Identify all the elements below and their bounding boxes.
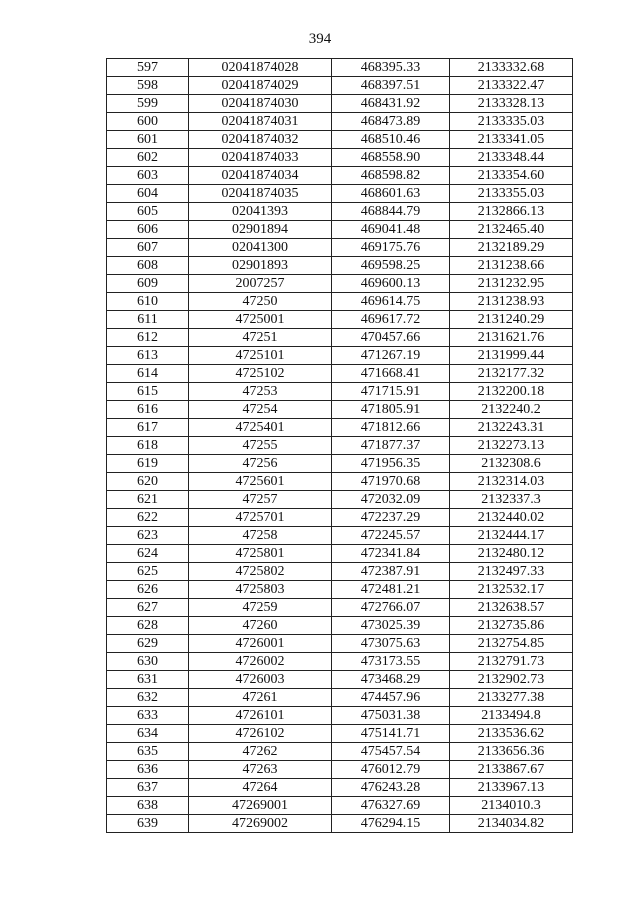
y-coordinate-cell: 2133494.8 xyxy=(450,707,573,725)
table-row xyxy=(107,59,573,77)
y-coordinate-cell: 2132200.18 xyxy=(450,383,573,401)
x-coordinate-cell: 468558.90 xyxy=(332,149,450,167)
x-coordinate-cell: 472766.07 xyxy=(332,599,450,617)
x-coordinate-cell: 474457.96 xyxy=(332,689,450,707)
table-row xyxy=(107,707,573,725)
x-coordinate-cell: 472481.21 xyxy=(332,581,450,599)
table-row xyxy=(107,347,573,365)
row-number-cell: 636 xyxy=(107,761,189,779)
table-row xyxy=(107,491,573,509)
point-code-cell: 47251 xyxy=(189,329,332,347)
row-number-cell: 601 xyxy=(107,131,189,149)
y-coordinate-cell: 2133536.62 xyxy=(450,725,573,743)
point-code-cell: 02041300 xyxy=(189,239,332,257)
x-coordinate-cell: 469617.72 xyxy=(332,311,450,329)
row-number-cell: 623 xyxy=(107,527,189,545)
table-row xyxy=(107,203,573,221)
x-coordinate-cell: 468397.51 xyxy=(332,77,450,95)
point-code-cell: 4726002 xyxy=(189,653,332,671)
page-number: 394 xyxy=(308,31,332,47)
x-coordinate-cell: 471267.19 xyxy=(332,347,450,365)
y-coordinate-cell: 2132480.12 xyxy=(450,545,573,563)
table-row xyxy=(107,545,573,563)
point-code-cell: 4725803 xyxy=(189,581,332,599)
table-row xyxy=(107,743,573,761)
row-number-cell: 633 xyxy=(107,707,189,725)
x-coordinate-cell: 471812.66 xyxy=(332,419,450,437)
point-code-cell: 4725102 xyxy=(189,365,332,383)
row-number-cell: 605 xyxy=(107,203,189,221)
y-coordinate-cell: 2133332.68 xyxy=(450,59,573,77)
x-coordinate-cell: 476243.28 xyxy=(332,779,450,797)
x-coordinate-cell: 469600.13 xyxy=(332,275,450,293)
table-row xyxy=(107,275,573,293)
table-row xyxy=(107,599,573,617)
table-row xyxy=(107,365,573,383)
y-coordinate-cell: 2133335.03 xyxy=(450,113,573,131)
y-coordinate-cell: 2134010.3 xyxy=(450,797,573,815)
y-coordinate-cell: 2132308.6 xyxy=(450,455,573,473)
table-row xyxy=(107,257,573,275)
row-number-cell: 608 xyxy=(107,257,189,275)
x-coordinate-cell: 472245.57 xyxy=(332,527,450,545)
table-row xyxy=(107,95,573,113)
table-row xyxy=(107,311,573,329)
row-number-cell: 639 xyxy=(107,815,189,833)
y-coordinate-cell: 2131238.66 xyxy=(450,257,573,275)
point-code-cell: 2007257 xyxy=(189,275,332,293)
y-coordinate-cell: 2133867.67 xyxy=(450,761,573,779)
row-number-cell: 637 xyxy=(107,779,189,797)
x-coordinate-cell: 472032.09 xyxy=(332,491,450,509)
point-code-cell: 02041874032 xyxy=(189,131,332,149)
point-code-cell: 47255 xyxy=(189,437,332,455)
row-number-cell: 607 xyxy=(107,239,189,257)
y-coordinate-cell: 2132240.2 xyxy=(450,401,573,419)
point-code-cell: 47262 xyxy=(189,743,332,761)
y-coordinate-cell: 2133355.03 xyxy=(450,185,573,203)
x-coordinate-cell: 475457.54 xyxy=(332,743,450,761)
y-coordinate-cell: 2132243.31 xyxy=(450,419,573,437)
table-row xyxy=(107,761,573,779)
table-row xyxy=(107,617,573,635)
y-coordinate-cell: 2132314.03 xyxy=(450,473,573,491)
x-coordinate-cell: 472237.29 xyxy=(332,509,450,527)
x-coordinate-cell: 472341.84 xyxy=(332,545,450,563)
table-row xyxy=(107,419,573,437)
point-code-cell: 02041393 xyxy=(189,203,332,221)
point-code-cell: 02041874033 xyxy=(189,149,332,167)
table-row xyxy=(107,77,573,95)
x-coordinate-cell: 468844.79 xyxy=(332,203,450,221)
row-number-cell: 627 xyxy=(107,599,189,617)
table-row xyxy=(107,581,573,599)
table-row xyxy=(107,725,573,743)
row-number-cell: 638 xyxy=(107,797,189,815)
row-number-cell: 617 xyxy=(107,419,189,437)
x-coordinate-cell: 471956.35 xyxy=(332,455,450,473)
row-number-cell: 613 xyxy=(107,347,189,365)
table-row xyxy=(107,293,573,311)
point-code-cell: 47254 xyxy=(189,401,332,419)
point-code-cell: 4725601 xyxy=(189,473,332,491)
point-code-cell: 4726001 xyxy=(189,635,332,653)
x-coordinate-cell: 471715.91 xyxy=(332,383,450,401)
table-row xyxy=(107,329,573,347)
row-number-cell: 598 xyxy=(107,77,189,95)
row-number-cell: 631 xyxy=(107,671,189,689)
point-code-cell: 4726101 xyxy=(189,707,332,725)
y-coordinate-cell: 2132337.3 xyxy=(450,491,573,509)
table-row xyxy=(107,509,573,527)
table-row xyxy=(107,815,573,833)
row-number-cell: 600 xyxy=(107,113,189,131)
y-coordinate-cell: 2132902.73 xyxy=(450,671,573,689)
x-coordinate-cell: 473025.39 xyxy=(332,617,450,635)
point-code-cell: 02901893 xyxy=(189,257,332,275)
x-coordinate-cell: 476327.69 xyxy=(332,797,450,815)
point-code-cell: 4725401 xyxy=(189,419,332,437)
x-coordinate-cell: 469614.75 xyxy=(332,293,450,311)
y-coordinate-cell: 2132465.40 xyxy=(450,221,573,239)
x-coordinate-cell: 468473.89 xyxy=(332,113,450,131)
point-code-cell: 47260 xyxy=(189,617,332,635)
y-coordinate-cell: 2133967.13 xyxy=(450,779,573,797)
y-coordinate-cell: 2132791.73 xyxy=(450,653,573,671)
x-coordinate-cell: 468431.92 xyxy=(332,95,450,113)
row-number-cell: 621 xyxy=(107,491,189,509)
table-row xyxy=(107,113,573,131)
point-code-cell: 47259 xyxy=(189,599,332,617)
row-number-cell: 630 xyxy=(107,653,189,671)
table-row xyxy=(107,671,573,689)
x-coordinate-cell: 469598.25 xyxy=(332,257,450,275)
x-coordinate-cell: 472387.91 xyxy=(332,563,450,581)
row-number-cell: 609 xyxy=(107,275,189,293)
x-coordinate-cell: 468598.82 xyxy=(332,167,450,185)
row-number-cell: 604 xyxy=(107,185,189,203)
row-number-cell: 612 xyxy=(107,329,189,347)
row-number-cell: 597 xyxy=(107,59,189,77)
point-code-cell: 4725802 xyxy=(189,563,332,581)
x-coordinate-cell: 468601.63 xyxy=(332,185,450,203)
coordinates-table xyxy=(106,58,573,833)
point-code-cell: 4725701 xyxy=(189,509,332,527)
y-coordinate-cell: 2133656.36 xyxy=(450,743,573,761)
point-code-cell: 4725101 xyxy=(189,347,332,365)
point-code-cell: 4726003 xyxy=(189,671,332,689)
y-coordinate-cell: 2132532.17 xyxy=(450,581,573,599)
y-coordinate-cell: 2132273.13 xyxy=(450,437,573,455)
row-number-cell: 626 xyxy=(107,581,189,599)
table-row xyxy=(107,563,573,581)
point-code-cell: 47258 xyxy=(189,527,332,545)
table-row xyxy=(107,473,573,491)
row-number-cell: 603 xyxy=(107,167,189,185)
x-coordinate-cell: 475141.71 xyxy=(332,725,450,743)
point-code-cell: 02041874031 xyxy=(189,113,332,131)
row-number-cell: 624 xyxy=(107,545,189,563)
point-code-cell: 02041874030 xyxy=(189,95,332,113)
y-coordinate-cell: 2132497.33 xyxy=(450,563,573,581)
y-coordinate-cell: 2133322.47 xyxy=(450,77,573,95)
row-number-cell: 620 xyxy=(107,473,189,491)
x-coordinate-cell: 476012.79 xyxy=(332,761,450,779)
table-row xyxy=(107,167,573,185)
row-number-cell: 606 xyxy=(107,221,189,239)
point-code-cell: 02041874028 xyxy=(189,59,332,77)
y-coordinate-cell: 2133354.60 xyxy=(450,167,573,185)
row-number-cell: 602 xyxy=(107,149,189,167)
point-code-cell: 02041874029 xyxy=(189,77,332,95)
table-row xyxy=(107,437,573,455)
point-code-cell: 47250 xyxy=(189,293,332,311)
point-code-cell: 47261 xyxy=(189,689,332,707)
row-number-cell: 628 xyxy=(107,617,189,635)
y-coordinate-cell: 2132638.57 xyxy=(450,599,573,617)
table-row xyxy=(107,221,573,239)
table-row xyxy=(107,797,573,815)
x-coordinate-cell: 475031.38 xyxy=(332,707,450,725)
y-coordinate-cell: 2131238.93 xyxy=(450,293,573,311)
x-coordinate-cell: 476294.15 xyxy=(332,815,450,833)
point-code-cell: 02901894 xyxy=(189,221,332,239)
point-code-cell: 47263 xyxy=(189,761,332,779)
x-coordinate-cell: 470457.66 xyxy=(332,329,450,347)
row-number-cell: 632 xyxy=(107,689,189,707)
point-code-cell: 02041874034 xyxy=(189,167,332,185)
row-number-cell: 615 xyxy=(107,383,189,401)
point-code-cell: 47256 xyxy=(189,455,332,473)
point-code-cell: 47257 xyxy=(189,491,332,509)
table-row xyxy=(107,527,573,545)
y-coordinate-cell: 2132735.86 xyxy=(450,617,573,635)
y-coordinate-cell: 2133328.13 xyxy=(450,95,573,113)
table-row xyxy=(107,401,573,419)
x-coordinate-cell: 469041.48 xyxy=(332,221,450,239)
point-code-cell: 4725801 xyxy=(189,545,332,563)
y-coordinate-cell: 2131621.76 xyxy=(450,329,573,347)
row-number-cell: 622 xyxy=(107,509,189,527)
point-code-cell: 4725001 xyxy=(189,311,332,329)
table-row xyxy=(107,383,573,401)
table-row xyxy=(107,635,573,653)
row-number-cell: 625 xyxy=(107,563,189,581)
y-coordinate-cell: 2132444.17 xyxy=(450,527,573,545)
table-row xyxy=(107,149,573,167)
y-coordinate-cell: 2131999.44 xyxy=(450,347,573,365)
row-number-cell: 599 xyxy=(107,95,189,113)
y-coordinate-cell: 2133341.05 xyxy=(450,131,573,149)
y-coordinate-cell: 2132189.29 xyxy=(450,239,573,257)
point-code-cell: 47264 xyxy=(189,779,332,797)
table-row xyxy=(107,779,573,797)
x-coordinate-cell: 471668.41 xyxy=(332,365,450,383)
row-number-cell: 614 xyxy=(107,365,189,383)
row-number-cell: 619 xyxy=(107,455,189,473)
table-row xyxy=(107,131,573,149)
row-number-cell: 611 xyxy=(107,311,189,329)
y-coordinate-cell: 2134034.82 xyxy=(450,815,573,833)
y-coordinate-cell: 2131232.95 xyxy=(450,275,573,293)
y-coordinate-cell: 2132440.02 xyxy=(450,509,573,527)
row-number-cell: 616 xyxy=(107,401,189,419)
x-coordinate-cell: 468395.33 xyxy=(332,59,450,77)
y-coordinate-cell: 2131240.29 xyxy=(450,311,573,329)
point-code-cell: 4726102 xyxy=(189,725,332,743)
y-coordinate-cell: 2132177.32 xyxy=(450,365,573,383)
table-row xyxy=(107,455,573,473)
x-coordinate-cell: 473468.29 xyxy=(332,671,450,689)
coordinates-table-body xyxy=(107,59,573,833)
x-coordinate-cell: 473075.63 xyxy=(332,635,450,653)
table-row xyxy=(107,653,573,671)
point-code-cell: 47253 xyxy=(189,383,332,401)
row-number-cell: 634 xyxy=(107,725,189,743)
x-coordinate-cell: 469175.76 xyxy=(332,239,450,257)
table-row xyxy=(107,185,573,203)
y-coordinate-cell: 2133277.38 xyxy=(450,689,573,707)
x-coordinate-cell: 471970.68 xyxy=(332,473,450,491)
x-coordinate-cell: 471805.91 xyxy=(332,401,450,419)
table-row xyxy=(107,689,573,707)
table-row xyxy=(107,239,573,257)
row-number-cell: 629 xyxy=(107,635,189,653)
x-coordinate-cell: 468510.46 xyxy=(332,131,450,149)
y-coordinate-cell: 2132754.85 xyxy=(450,635,573,653)
x-coordinate-cell: 473173.55 xyxy=(332,653,450,671)
y-coordinate-cell: 2132866.13 xyxy=(450,203,573,221)
point-code-cell: 47269001 xyxy=(189,797,332,815)
row-number-cell: 618 xyxy=(107,437,189,455)
row-number-cell: 610 xyxy=(107,293,189,311)
x-coordinate-cell: 471877.37 xyxy=(332,437,450,455)
point-code-cell: 02041874035 xyxy=(189,185,332,203)
row-number-cell: 635 xyxy=(107,743,189,761)
point-code-cell: 47269002 xyxy=(189,815,332,833)
y-coordinate-cell: 2133348.44 xyxy=(450,149,573,167)
